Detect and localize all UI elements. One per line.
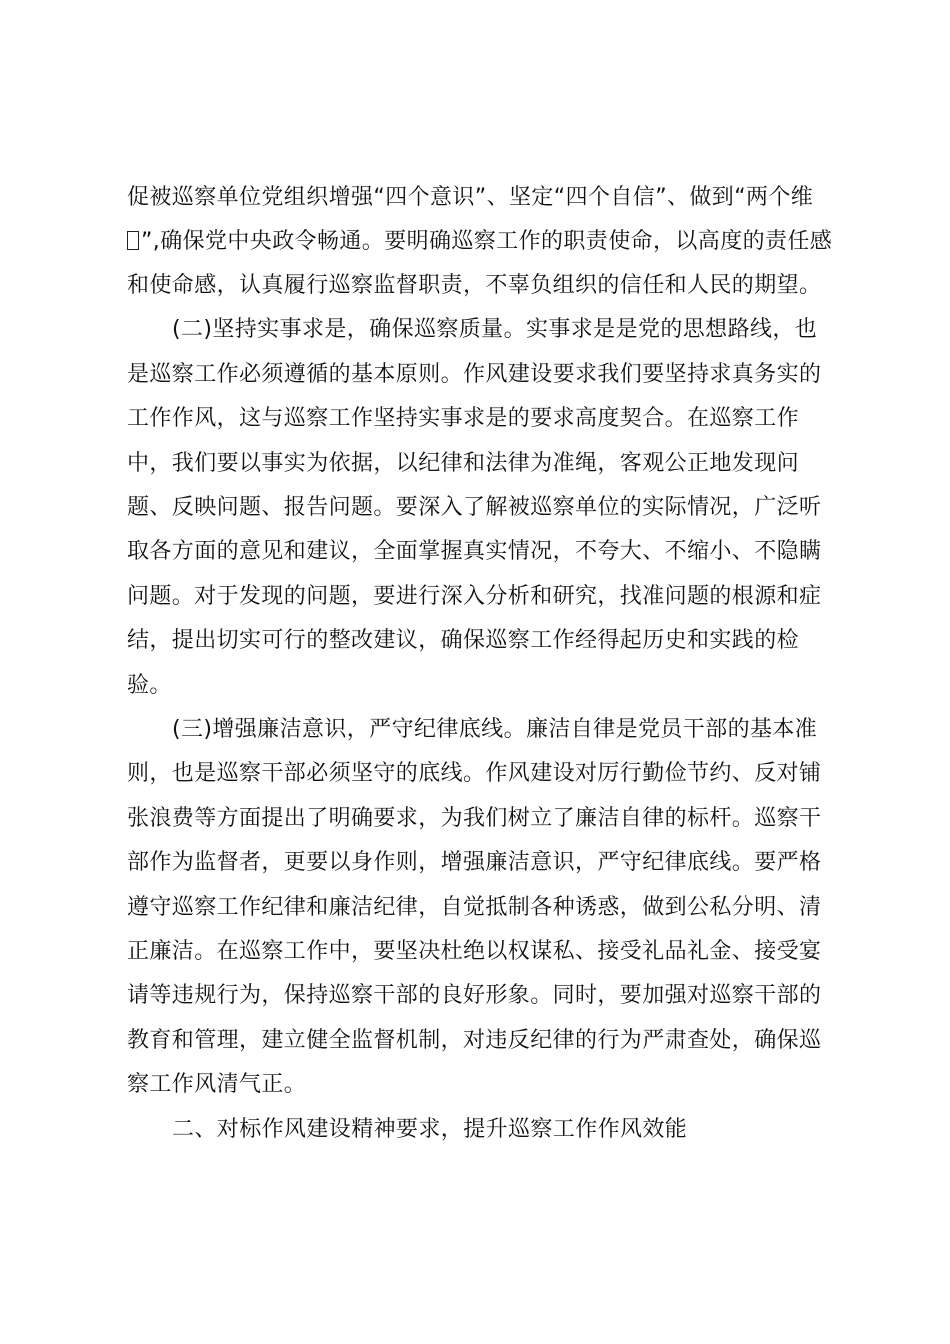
body-text-line: 则，也是巡察干部必须坚守的底线。作风建设对厉行勤俭节约、反对铺 [127, 761, 822, 786]
body-text-line: 促被巡察单位党组织增强“四个意识”、坚定“四个自信”、做到“两个维 [127, 185, 814, 210]
section-heading: 二、对标作风建设精神要求，提升巡察工作作风效能 [172, 1117, 688, 1142]
body-text-line [127, 228, 832, 256]
body-text-line: 工作作风，这与巡察工作坚持实事求是的要求高度契合。在巡察工作 [127, 406, 800, 431]
paragraph-heading-2: (二)坚持实事求是，确保巡察质量。实事求是是党的思想路线，也 [172, 317, 818, 342]
body-text-line: 遵守巡察工作纪律和廉洁纪律，自觉抵制各种诱惑，做到公私分明、清 [127, 895, 822, 920]
missing-glyph-box [127, 231, 139, 250]
body-text-line: 题、反映问题、报告问题。要深入了解被巡察单位的实际情况，广泛听 [127, 495, 822, 520]
body-text-line: 请等违规行为，保持巡察干部的良好形象。同时，要加强对巡察干部的 [127, 983, 822, 1008]
body-text-line: 验。 [127, 673, 172, 698]
body-text-line: 正廉洁。在巡察工作中，要坚决杜绝以权谋私、接受礼品礼金、接受宴 [127, 939, 822, 964]
body-text-line: 和使命感，认真履行巡察监督职责，不辜负组织的信任和人民的期望。 [127, 273, 822, 298]
body-text-line: 中，我们要以事实为依据，以纪律和法律为准绳，客观公正地发现问 [127, 451, 800, 476]
body-text-line: 张浪费等方面提出了明确要求，为我们树立了廉洁自律的标杆。巡察干 [127, 806, 822, 831]
body-text-line: 是巡察工作必须遵循的基本原则。作风建设要求我们要坚持求真务实的 [127, 362, 822, 387]
body-text-line: 结，提出切实可行的整改建议，确保巡察工作经得起历史和实践的检 [127, 628, 800, 653]
body-text-line: 问题。对于发现的问题，要进行深入分析和研究，找准问题的根源和症 [127, 584, 822, 609]
body-text-line: 部作为监督者，更要以身作则，增强廉洁意识，严守纪律底线。要严格 [127, 850, 822, 875]
body-text-line: 教育和管理，建立健全监督机制，对违反纪律的行为严肃查处，确保巡 [127, 1028, 822, 1053]
paragraph-heading-3: (三)增强廉洁意识，严守纪律底线。廉洁自律是党员干部的基本准 [172, 717, 818, 742]
body-text-line: 取各方面的意见和建议，全面掌握真实情况，不夸大、不缩小、不隐瞒 [127, 539, 822, 564]
body-text-line: 察工作风清气正。 [127, 1072, 307, 1097]
body-text-fragment: ”,确保党中央政令畅通。要明确巡察工作的职责使命，以高度的责任感 [141, 229, 833, 254]
